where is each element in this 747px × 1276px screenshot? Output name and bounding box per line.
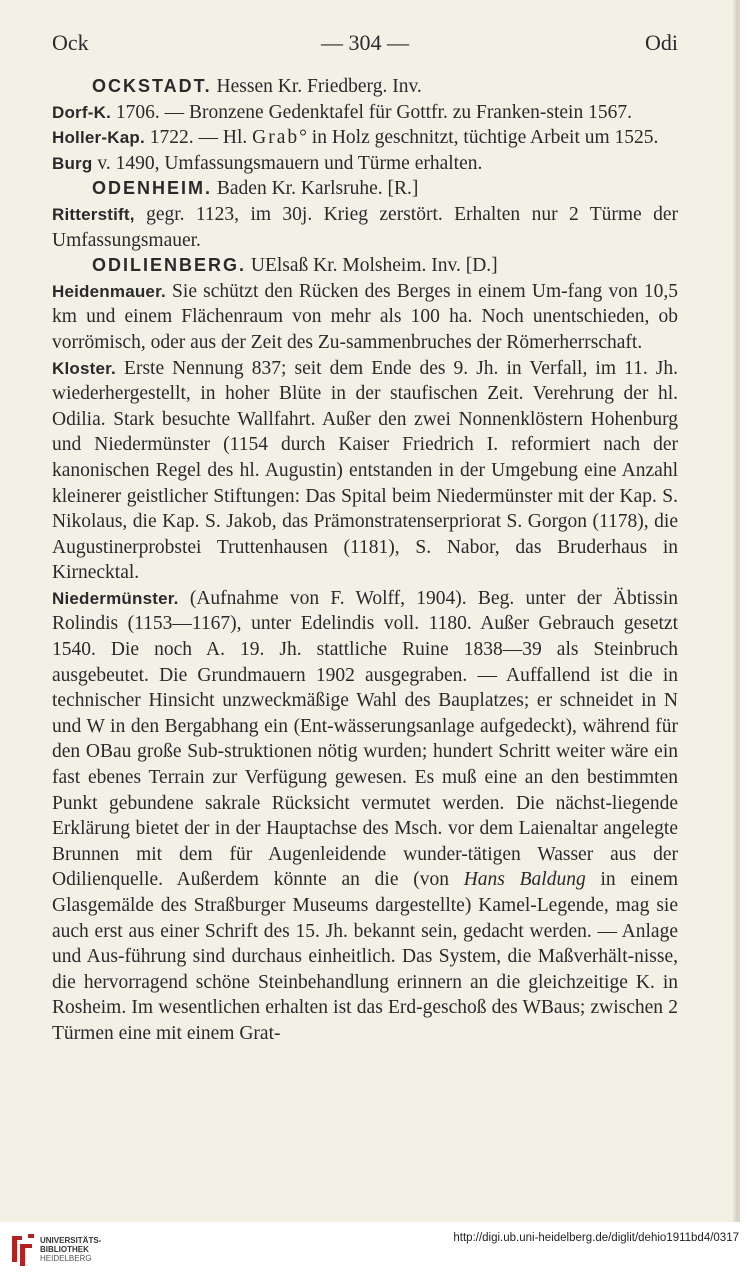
item-lead: Dorf-K.: [52, 102, 111, 122]
item-entry-ritterstift: [52, 202, 678, 253]
item-lead: Burg: [52, 153, 93, 173]
library-name-line: UNIVERSITÄTS-: [40, 1236, 102, 1245]
item-text: Sie schützt den Rücken des Berges in einem Um-fang von 10,5 km und einem Flächenraum von mehr als 100 ha. Noch unentschieden, ob vorrömisch, oder aus der Zeit des Zu-sammenbruches der Römerherrschaft.: [52, 280, 678, 353]
place-entry-ockstadt: [52, 74, 678, 100]
place-name: OCKSTADT.: [92, 76, 212, 96]
permalink-url[interactable]: http://digi.ub.uni-heidelberg.de/diglit/dehio1911bd4/0317: [453, 1232, 739, 1244]
item-lead: Ritterstift,: [52, 204, 135, 224]
item-spaced-text: Grab: [252, 127, 300, 149]
place-description: Hessen Kr. Friedberg. Inv.: [211, 76, 422, 97]
library-name-line: HEIDELBERG: [40, 1254, 92, 1263]
item-text: Erste Nennung 837; seit dem Ende des 9. Jh. in Verfall, im 11. Jh. wiederhergestellt, in hoher Blüte in der staufischen Zeit. Verehrung der hl. Odilia. Stark besuchte Wallfahrt. Außer den zwei Nonnenklöstern Hohenburg und Niedermünster (1154 durch Kaiser Friedrich I. reformiert nach der kanonischen Regel des hl. Augustin) entstanden in der Umgebung eine Anzahl kleinerer geistlicher Stiftungen: Das Spital beim Niedermünster mit der Kap. S. Nikolaus, die Kap. S. Jakob, das Prämonstratenserpriorat S. Gorgon (1178), die Augustinerprobstei Truttenhausen (1181), S. Nabor, das Bruderhaus in Kirnecktal.: [52, 357, 678, 584]
item-text: (Aufnahme von F. Wolff, 1904). Beg. unter der Äbtissin Rolindis (1153—1167), unter Edelindis voll. 1180. Außer Gebrauch gesetzt 1540. Die noch A. 19. Jh. stattliche Ruine 1838—39 als Steinbruch ausgebeutet. Die Grundmauern 1902 ausgegraben. — Auffallend ist die in technischer Hinsicht unzweckmäßige Wahl des Bauplatzes; er schneidet in N und W in den Bergabhang ein (Ent-wässerungsanlage aufgedeckt), während für den OBau große Sub-struktionen nötig wurden; hundert Schritt weiter wäre ein fast ebenes Terrain zur Verfügung gewesen. Es muß eine an den bestimmten Punkt gebundene sakrale Rücksicht vermutet werden. Die nächst-liegende Erklärung bietet der in der Hauptachse des Msch. vor dem Laienaltar angelegte Brunnen mit dem für Augenleidende wunder-tätigen Wasser aus der Odilienquelle. Außerdem könnte an die (von: [52, 587, 678, 891]
item-text: 1706. — Bronzene Gedenktafel für Gottfr. zu Franken-stein 1567.: [111, 101, 632, 123]
item-lead: Kloster.: [52, 358, 116, 378]
page-text: [52, 74, 678, 1047]
item-lead: Niedermünster.: [52, 588, 179, 608]
place-name: ODENHEIM.: [92, 178, 213, 199]
item-entry-holler-kap: [52, 125, 678, 151]
library-name: [40, 1236, 101, 1263]
library-name-line: BIBLIOTHEK: [40, 1245, 89, 1254]
place-entry-odilienberg: [52, 253, 678, 279]
running-header: [52, 30, 678, 62]
item-entry-burg: [52, 151, 678, 177]
item-entry-dorf-k: [52, 100, 678, 126]
header-left-keyword: Ock: [52, 30, 89, 55]
item-entry-niedermuenster: [52, 586, 678, 1047]
page-number: — 304 —: [321, 30, 409, 55]
item-lead: Holler-Kap.: [52, 128, 145, 148]
university-library-logo-icon: [8, 1232, 36, 1268]
place-entry-odenheim: [52, 176, 678, 202]
item-text: v. 1490, Umfassungsmauern und Türme erhalten.: [92, 152, 483, 174]
item-entry-kloster: [52, 356, 678, 586]
place-description: UElsaß Kr. Molsheim. Inv. [D.]: [246, 255, 498, 277]
item-lead: Heidenmauer.: [52, 281, 166, 301]
item-entry-heidenmauer: [52, 279, 678, 356]
item-text: 1722. — Hl.: [144, 127, 253, 149]
item-text-continued: ° in Holz geschnitzt, tüchtige Arbeit um 1525.: [299, 127, 659, 149]
header-right-keyword: Odi: [645, 30, 678, 55]
place-description: Baden Kr. Karlsruhe. [R.]: [212, 178, 419, 200]
page-edge-shadow: [732, 0, 738, 1222]
item-text-continued: in einem Glasgemälde des Straßburger Museums dargestellte) Kamel-Legende, mag sie auch erst aus einer Schrift des 15. Jh. bekannt sein, gedacht werden. — Anlage und Aus-führung sind durchaus einheitlich. Das System, die Maßverhält-nisse, die hervorragend schöne Steinbehandlung erinnern an die gleichzeitige K. in Rosheim. Im wesentlichen erhalten ist das Erd-geschoß des WBaus; zwischen 2 Türmen eine mit einem Grat-: [52, 869, 678, 1044]
digitization-footer: [0, 1222, 747, 1276]
item-text: gegr. 1123, im 30j. Krieg zerstört. Erhalten nur 2 Türme der Umfassungsmauer.: [52, 203, 678, 251]
item-italic-name: Hans Baldung: [463, 869, 586, 891]
place-name: ODILIENBERG.: [92, 255, 247, 276]
